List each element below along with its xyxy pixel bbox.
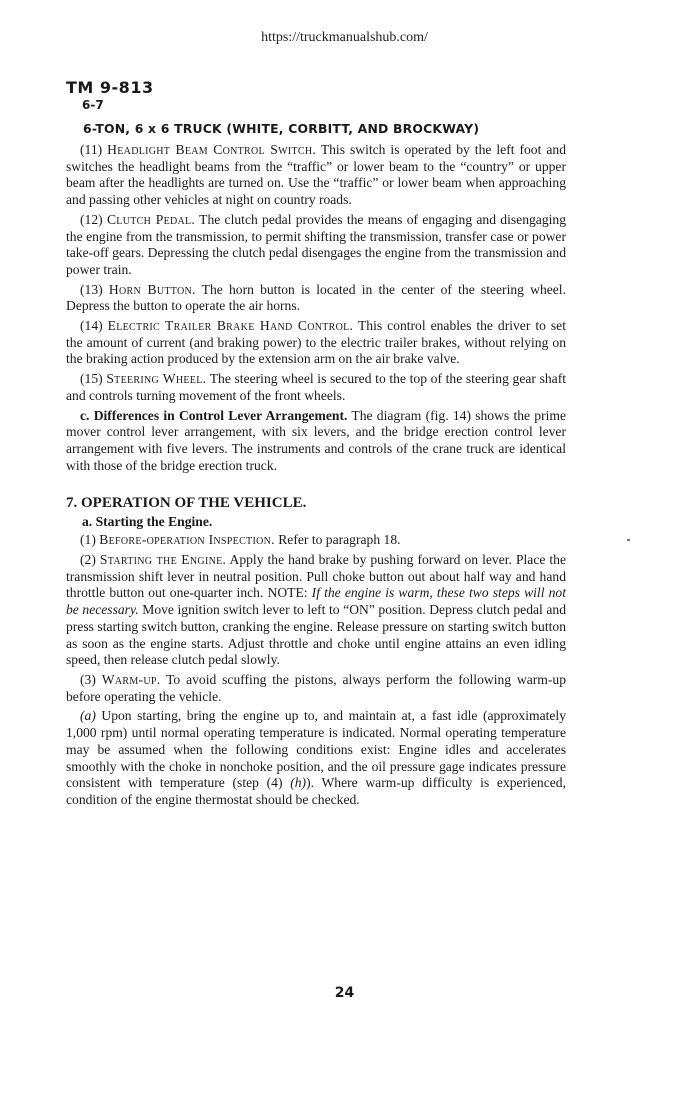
scan-speck <box>627 539 630 541</box>
section-7-heading: 7. OPERATION OF THE VEHICLE. <box>66 495 307 512</box>
section-number: 6-7 <box>82 98 104 112</box>
page-number: 24 <box>334 985 355 1001</box>
running-head: 6-TON, 6 x 6 TRUCK (WHITE, CORBITT, AND BROCKWAY) <box>83 121 480 136</box>
item-14-paragraph: (14) Electric Trailer Brake Hand Control. This control enables the driver to set the amount of current (and braking power) to the electric trailer brakes, without relying on the braking action produced by the extension arm on the air brake valve. <box>66 318 566 367</box>
item-13-paragraph: (13) Horn Button. The horn button is located in the center of the steering wheel. Depress the button to operate the air horns. <box>66 281 566 314</box>
source-url: https://truckmanualshub.com/ <box>261 30 428 45</box>
step-3-paragraph: (3) Warm-up. To avoid scuffing the pistons, always perform the following warm-up before operating the vehicle. <box>66 671 566 704</box>
step-3a-paragraph: (a) Upon starting, bring the engine up to, and maintain at, a fast idle (approximately 1,000 rpm) until normal operating temperature is indicated. Normal operating temperature may be assumed when the following conditions exist: Engine idles and accelerates smoothly with the choke in nonchoke position, and the oil pressure gage indicates pressure consistent with temperature (step (4) (h)). Where warm-up difficulty is experienced, condition of the engine thermostat should be checked. <box>66 708 566 807</box>
manual-page <box>66 78 566 809</box>
step-1-paragraph: (1) Before-operation Inspection. Refer to paragraph 18. <box>80 532 401 548</box>
subsection-a-heading: a. Starting the Engine. <box>82 514 213 530</box>
tm-number: TM 9-813 <box>66 78 154 97</box>
item-12-paragraph: (12) Clutch Pedal. The clutch pedal provides the means of engaging and disengaging the engine from the transmission, to permit shifting the transmission, transfer case or power take-off gears. Depressing the clutch pedal disengages the engine from the transmission and power train. <box>66 211 566 277</box>
step-2-paragraph: (2) Starting the Engine. Apply the hand brake by pushing forward on lever. Place the transmission shift lever in neutral position. Pull choke button out about half way and hand throttle button out one-quarter inch. NOTE: If the engine is warm, these two steps will not be necessary. Move ignition switch lever to left to “ON” position. Depress clutch pedal and press starting switch button, cranking the engine. Release pressure on starting switch button as soon as the engine starts. Adjust throttle and choke until engine attains an even idling speed, then release clutch pedal slowly. <box>66 552 567 668</box>
item-11-paragraph: (11) Headlight Beam Control Switch. This switch is operated by the left foot and switches the headlight beams from the “traffic” or lower beam to the “country” or upper beam after the headlights are turned on. Use the “traffic” or lower beam when approaching and passing other vehicles at night on country roads. <box>66 142 566 208</box>
para-c: c. Differences in Control Lever Arrangement. The diagram (fig. 14) shows the prime mover control lever arrangement, with six levers, and the bridge erection control lever arrangement with five levers. The instruments and controls of the crane truck are identical with those of the bridge erection truck. <box>66 407 567 473</box>
item-15-paragraph: (15) Steering Wheel. The steering wheel is secured to the top of the steering gear shaft and controls turning movement of the front wheels. <box>66 371 567 403</box>
